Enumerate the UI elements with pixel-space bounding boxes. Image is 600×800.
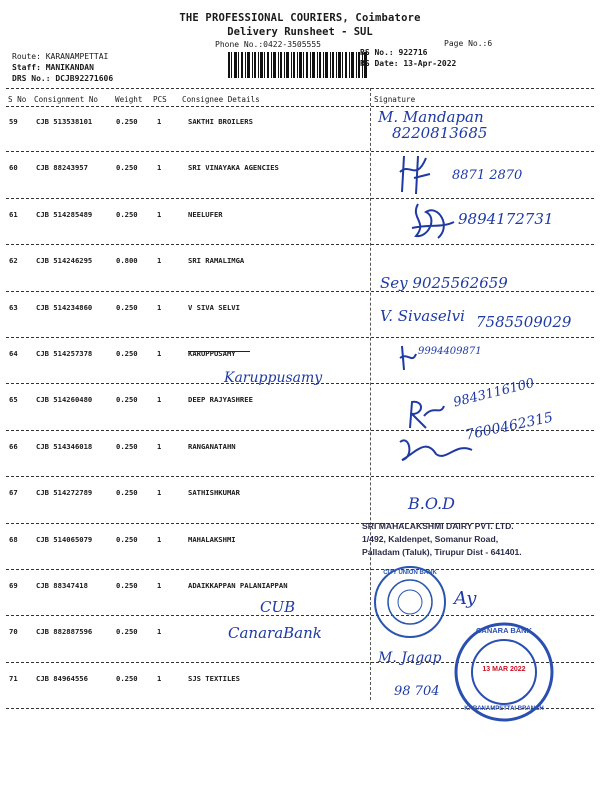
signature-column-divider	[370, 88, 371, 700]
route-line	[12, 52, 108, 61]
cell-consignment: CJB 882887596	[36, 627, 93, 637]
runsheet-title: Delivery Runsheet - SUL	[227, 26, 373, 38]
page-number: Page No.:6	[444, 39, 493, 48]
handwritten-name-70a: CUB	[260, 598, 296, 616]
union-stamp-text: CITY UNION BANK	[383, 570, 437, 576]
cell-pcs: 1	[157, 488, 162, 498]
cell-sno: 63	[9, 302, 18, 312]
cell-consignment: CJB 513538101	[36, 117, 93, 126]
handwritten-name-64: Karuppusamy	[224, 370, 323, 386]
cell-consignee: NEELUFER	[188, 209, 223, 219]
dairy-stamp-line3: Palladam (Taluk), Tirupur Dist - 641401.	[362, 547, 522, 557]
cell-sno: 68	[9, 534, 18, 544]
cell-weight: 0.250	[116, 488, 138, 498]
cell-consignee: SRI VINAYAKA AGENCIES	[188, 163, 279, 173]
row-divider	[6, 337, 594, 338]
cell-pcs: 1	[157, 163, 162, 173]
signature-scribble-65	[404, 398, 446, 432]
row-divider	[6, 244, 594, 245]
bank-stamp-date: 13 MAR 2022	[482, 666, 526, 673]
col-consignee: Consignee Details	[182, 95, 260, 104]
cell-consignment: CJB 88243957	[36, 163, 88, 173]
cell-sno: 69	[9, 581, 18, 590]
handwritten-phone-60: 8871 2870	[452, 168, 523, 183]
handwritten-phone-65: 9843116100	[452, 375, 536, 411]
rs-no-value: 922716	[398, 48, 428, 57]
handwritten-phone-66: 7600462315	[464, 409, 555, 444]
cell-weight: 0.250	[116, 302, 138, 312]
barcode	[228, 52, 368, 78]
col-consignment: Consignment No	[34, 95, 99, 104]
rs-date-label: RS Date:	[360, 59, 399, 68]
cell-consignee: V SIVA SELVI	[188, 302, 240, 312]
cell-sno: 67	[9, 488, 18, 498]
row-divider	[6, 569, 594, 570]
staff-value: MANIKANDAN	[45, 63, 94, 72]
cell-pcs: 1	[157, 117, 162, 126]
cell-consignment: CJB 514246295	[36, 256, 93, 266]
cell-consignee: DEEP RAJYASHREE	[188, 395, 253, 405]
header-bottom-rule	[6, 106, 594, 107]
cell-pcs: 1	[157, 673, 162, 683]
cell-consignee: SATHISHKUMAR	[188, 488, 240, 498]
table-top-rule	[6, 88, 594, 89]
canara-bank-stamp	[452, 620, 556, 724]
company-title: THE PROFESSIONAL COURIERS, Coimbatore	[179, 12, 421, 24]
handwritten-name-71: M. Jagap	[378, 650, 442, 666]
cell-consignee: SJS TEXTILES	[188, 673, 240, 683]
cell-consignment: CJB 514260480	[36, 395, 93, 405]
cell-pcs: 1	[157, 209, 162, 219]
rs-no-line	[360, 48, 427, 57]
drs-value: DCJB92271606	[55, 74, 114, 83]
phone-number: Phone No.:0422-3505555	[215, 40, 321, 49]
signature-scribble-61	[408, 198, 458, 244]
drs-line	[12, 74, 113, 83]
cell-consignment: CJB 514234860	[36, 302, 93, 312]
cell-pcs: 1	[157, 627, 162, 637]
cell-weight: 0.250	[116, 627, 138, 637]
rs-date-line	[360, 59, 456, 68]
cell-pcs: 1	[157, 441, 162, 451]
cell-consignee: ADAIKKAPPAN PALANIAPPAN	[188, 581, 288, 590]
cell-weight: 0.250	[116, 534, 138, 544]
handwritten-name-70b: CanaraBank	[228, 624, 322, 642]
handwritten-phone-63: 7585509029	[476, 313, 572, 331]
cell-consignment: CJB 514285489	[36, 209, 93, 219]
handwritten-signature-69: Ay	[454, 588, 477, 609]
drs-label: DRS No.:	[12, 74, 51, 83]
cell-consignee: KARUPPUSAMY	[188, 349, 236, 358]
row-divider	[6, 151, 594, 152]
cell-pcs: 1	[157, 395, 162, 405]
handwritten-phone-62: Sey 9025562659	[380, 274, 508, 292]
cell-weight: 0.250	[116, 441, 138, 451]
cell-consignment: CJB 514257378	[36, 349, 93, 358]
cell-weight: 0.800	[116, 256, 138, 266]
cell-pcs: 1	[157, 581, 162, 590]
rs-no-label: RS No.:	[360, 48, 394, 57]
staff-line	[12, 63, 94, 72]
bank-stamp-top: CANARA BANK	[476, 626, 532, 635]
rs-date-value: 13-Apr-2022	[403, 59, 457, 68]
handwritten-phone-59: 8220813685	[392, 124, 488, 142]
dairy-stamp	[362, 520, 522, 559]
cell-consignment: CJB 514346018	[36, 441, 93, 451]
row-divider	[6, 615, 594, 616]
cell-pcs: 1	[157, 302, 162, 312]
cell-consignment: CJB 514065079	[36, 534, 93, 544]
cell-consignee: RANGANATAHN	[188, 441, 236, 451]
cell-sno: 65	[9, 395, 18, 405]
handwritten-phone-64: 9994409871	[418, 346, 482, 357]
cell-sno: 60	[9, 163, 18, 173]
cell-sno: 66	[9, 441, 18, 451]
cell-sno: 61	[9, 209, 18, 219]
bank-stamp-bottom: KARANAMPETTAI BRANCH	[464, 706, 544, 712]
col-weight: Weight	[115, 95, 143, 104]
cell-weight: 0.250	[116, 673, 138, 683]
row-divider	[6, 476, 594, 477]
signature-scribble-60	[396, 152, 436, 196]
cell-pcs: 1	[157, 349, 162, 358]
cell-weight: 0.250	[116, 209, 138, 219]
cell-weight: 0.250	[116, 349, 138, 358]
handwritten-name-63: V. Sivaselvi	[380, 307, 465, 325]
signature-scribble-66	[396, 432, 476, 466]
dairy-stamp-line2: 1/492, Kaldenpet, Somanur Road,	[362, 534, 499, 544]
city-union-bank-stamp	[372, 564, 448, 640]
handwritten-name-59: M. Mandapan	[378, 108, 484, 126]
handwritten-note-67: B.O.D	[408, 494, 455, 513]
handwritten-phone-61: 9894172731	[458, 210, 554, 228]
staff-label: Staff:	[12, 63, 41, 72]
route-value: KARANAMPETTAI	[45, 52, 109, 61]
cell-consignee: SRI RAMALIMGA	[188, 256, 245, 266]
dairy-stamp-line1: SRI MAHALAKSHMI DAIRY PVT. LTD.	[362, 521, 514, 531]
cell-pcs: 1	[157, 256, 162, 266]
cell-consignment: CJB 88347418	[36, 581, 88, 590]
handwritten-phone-71: 98 704	[394, 684, 440, 699]
cell-weight: 0.250	[116, 581, 138, 590]
col-pcs: PCS	[153, 95, 167, 104]
cell-sno: 64	[9, 349, 18, 358]
cell-sno: 59	[9, 117, 18, 126]
cell-pcs: 1	[157, 534, 162, 544]
signature-scribble-64	[398, 344, 418, 372]
cell-sno: 62	[9, 256, 18, 266]
col-sno: S No	[8, 95, 27, 104]
route-label: Route:	[12, 52, 41, 61]
cell-sno: 71	[9, 673, 18, 683]
cell-sno: 70	[9, 627, 18, 637]
cell-weight: 0.250	[116, 395, 138, 405]
cell-weight: 0.250	[116, 163, 138, 173]
strikethrough-mark	[188, 351, 250, 352]
cell-consignment: CJB 84964556	[36, 673, 88, 683]
cell-weight: 0.250	[116, 117, 138, 126]
cell-consignment: CJB 514272789	[36, 488, 93, 498]
row-divider	[6, 198, 594, 199]
col-signature: Signature	[374, 95, 416, 104]
cell-consignee: MAHALAKSHMI	[188, 534, 236, 544]
cell-consignee: SAKTHI BROILERS	[188, 117, 253, 126]
